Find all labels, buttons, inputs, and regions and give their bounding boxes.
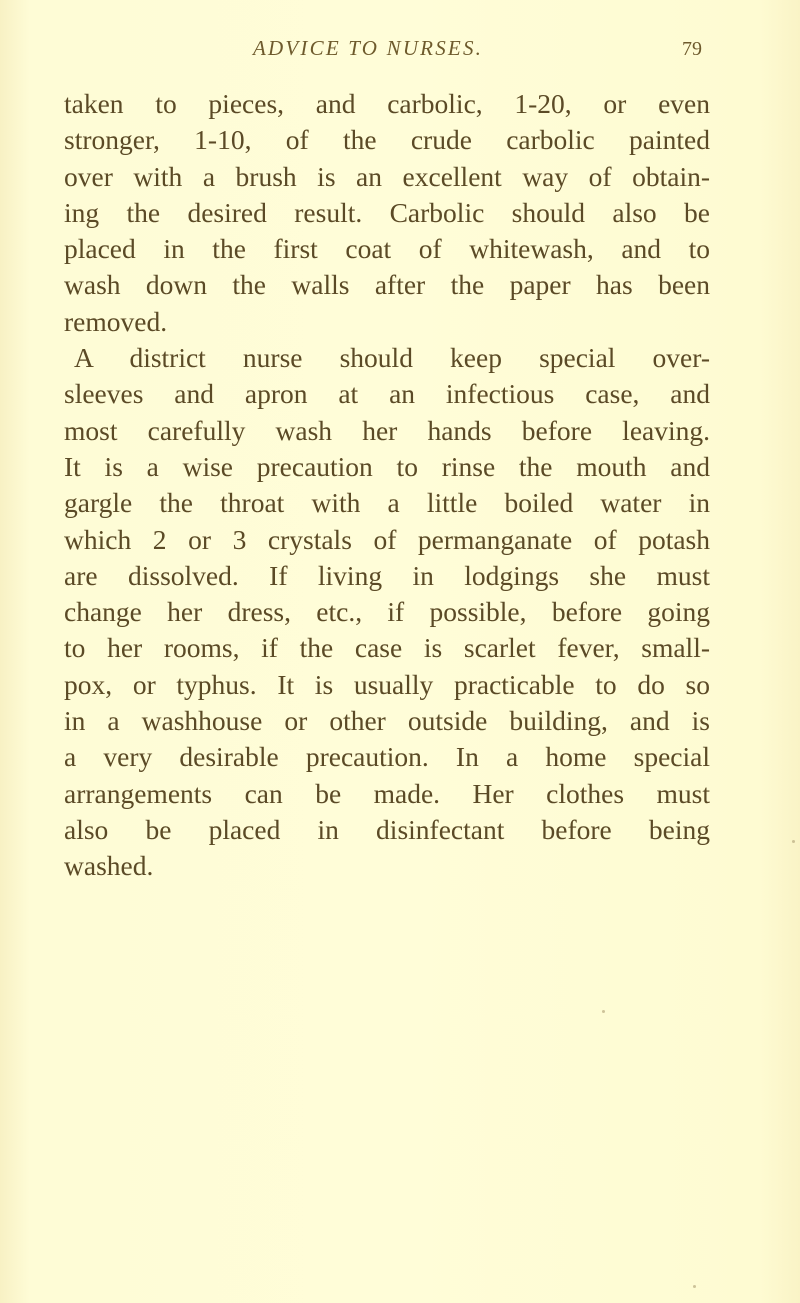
- paper-speck: [792, 840, 795, 843]
- text-line: pox, or typhus. It is usually practicable to do so: [64, 668, 710, 700]
- text-line-paragraph-start: A district nurse should keep special over-: [74, 342, 710, 374]
- running-title: ADVICE TO NURSES.: [253, 36, 484, 60]
- text-line: wash down the walls after the paper has been: [64, 269, 710, 301]
- text-line: It is a wise precaution to rinse the mouth and: [64, 450, 710, 482]
- text-line: stronger, 1-10, of the crude carbolic painted: [64, 124, 710, 156]
- text-line: placed in the first coat of whitewash, and to: [64, 233, 710, 265]
- running-header: [0, 36, 800, 66]
- paper-speck: [602, 1010, 605, 1013]
- text-line: over with a brush is an excellent way of obtain-: [64, 160, 710, 192]
- text-line: most carefully wash her hands before leaving.: [64, 414, 710, 446]
- body-text: [64, 86, 710, 885]
- text-line: also be placed in disinfectant before being: [64, 813, 710, 845]
- text-line: which 2 or 3 crystals of permanganate of potash: [64, 523, 710, 555]
- text-line-paragraph-end: washed.: [64, 850, 154, 882]
- text-line-paragraph-end: removed.: [64, 305, 168, 337]
- text-line: ing the desired result. Carbolic should also be: [64, 196, 710, 228]
- text-line: are dissolved. If living in lodgings she must: [64, 559, 710, 591]
- text-line: arrangements can be made. Her clothes must: [64, 777, 710, 809]
- page-number: 79: [682, 38, 702, 60]
- text-line: change her dress, etc., if possible, before going: [64, 596, 710, 628]
- text-line: sleeves and apron at an infectious case, and: [64, 378, 710, 410]
- text-line: a very desirable precaution. In a home special: [64, 741, 710, 773]
- text-line: taken to pieces, and carbolic, 1-20, or even: [64, 88, 710, 119]
- text-line: in a washhouse or other outside building, and is: [64, 705, 710, 737]
- paper-speck: [693, 1285, 696, 1288]
- text-line: to her rooms, if the case is scarlet fever, small-: [64, 632, 710, 664]
- text-line: gargle the throat with a little boiled water in: [64, 487, 710, 519]
